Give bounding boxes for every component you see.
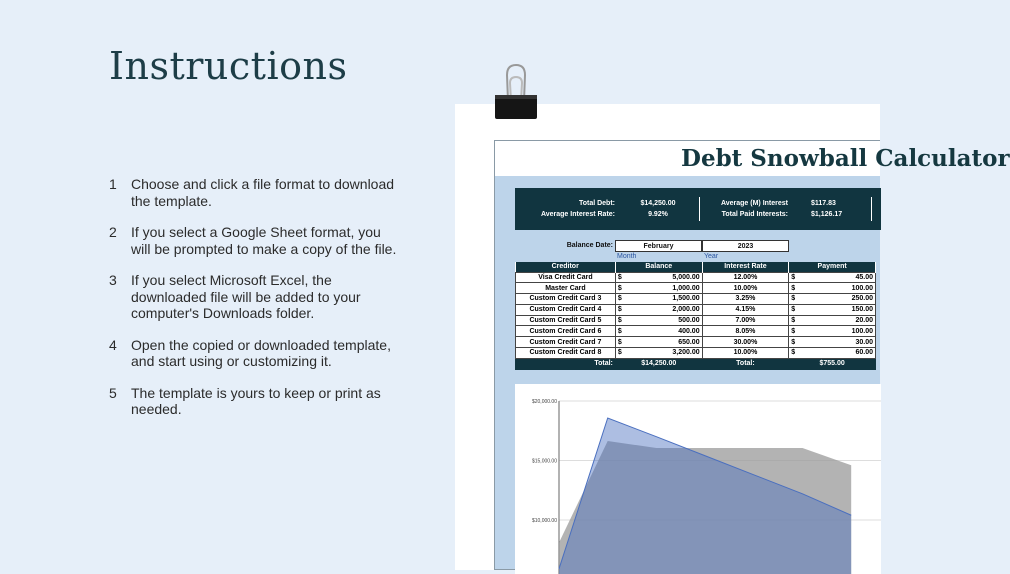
payment-value: 45.00 (855, 273, 873, 281)
balance-cell (615, 337, 702, 348)
col-creditor: Creditor (516, 262, 616, 272)
interest-rate-cell: 3.25% (702, 294, 789, 305)
step-text: Open the copied or downloaded template, and start using or customizing it. (131, 336, 391, 369)
currency-symbol: $ (791, 306, 796, 314)
sheet-title: Debt Snowball Calculator (495, 141, 880, 176)
total-paid-label: Total Paid Interests: (721, 211, 788, 218)
balance-value: 1,000.00 (672, 284, 700, 292)
balance-date-label: Balance Date: (566, 242, 613, 249)
balance-cell (615, 294, 702, 305)
payment-value: 250.00 (851, 295, 873, 303)
col-balance: Balance (615, 262, 702, 272)
payment-cell (789, 348, 876, 359)
currency-symbol: $ (617, 273, 622, 281)
table-row (516, 283, 876, 294)
currency-symbol: $ (791, 284, 796, 292)
balance-cell (615, 348, 702, 359)
currency-symbol: $ (617, 349, 622, 357)
spreadsheet-preview (494, 140, 1010, 570)
debt-table (515, 262, 876, 370)
interest-rate-cell: 7.00% (702, 315, 789, 326)
currency-symbol: $ (791, 349, 796, 357)
creditor-cell: Master Card (516, 283, 616, 294)
month-caption: Month (617, 253, 637, 260)
payment-cell (789, 304, 876, 315)
total-debt-value: $14,250.00 (640, 200, 676, 207)
balance-value: 400.00 (678, 327, 700, 335)
balance-value: 650.00 (678, 338, 700, 346)
creditor-cell: Custom Credit Card 8 (516, 348, 616, 359)
balance-cell (615, 283, 702, 294)
interest-rate-cell: 4.15% (702, 304, 789, 315)
payment-cell (789, 283, 876, 294)
total-debt-label: Total Debt: (578, 200, 615, 207)
currency-symbol: $ (617, 284, 622, 292)
currency-symbol: $ (617, 317, 622, 325)
step-number: 3 (109, 272, 117, 288)
total-balance: $14,250.00 (615, 358, 702, 369)
payment-cell (789, 326, 876, 337)
payment-value: 30.00 (855, 338, 873, 346)
currency-symbol: $ (791, 317, 796, 325)
summary-panel (515, 188, 881, 230)
balance-cell (615, 272, 702, 283)
binder-clip-icon (493, 63, 539, 123)
table-row (516, 294, 876, 305)
table-row (516, 348, 876, 359)
avg-m-interest-label: Average (M) Interest (720, 200, 788, 207)
creditor-cell: Custom Credit Card 7 (516, 337, 616, 348)
balance-chart (515, 384, 881, 574)
payment-cell (789, 315, 876, 326)
currency-symbol: $ (617, 338, 622, 346)
payment-value: 60.00 (855, 349, 873, 357)
interest-rate-cell: 10.00% (702, 283, 789, 294)
col-payment: Payment (789, 262, 876, 272)
table-row (516, 337, 876, 348)
y-tick-label: $10,000.00 (531, 518, 557, 524)
total-payment: $755.00 (789, 358, 876, 369)
creditor-cell: Custom Credit Card 6 (516, 326, 616, 337)
interest-rate-cell: 10.00% (702, 348, 789, 359)
avg-rate-label: Average Interest Rate: (540, 211, 615, 218)
instruction-step (109, 385, 399, 418)
step-number: 2 (109, 224, 117, 240)
step-number: 1 (109, 176, 117, 192)
month-field[interactable]: February (615, 240, 702, 252)
currency-symbol: $ (617, 295, 622, 303)
table-row (516, 304, 876, 315)
instruction-step (109, 272, 399, 322)
table-row (516, 272, 876, 283)
col-interest-rate: Interest Rate (702, 262, 789, 272)
balance-value: 5,000.00 (672, 273, 700, 281)
instruction-steps (109, 176, 399, 433)
currency-symbol: $ (791, 327, 796, 335)
step-text: If you select Microsoft Excel, the downloaded file will be added to your computer's Downloads folder. (131, 272, 361, 321)
total-paid-value: $1,126.17 (811, 211, 843, 218)
balance-value: 2,000.00 (672, 306, 700, 314)
interest-rate-cell: 8.05% (702, 326, 789, 337)
payment-value: 100.00 (851, 327, 873, 335)
currency-symbol: $ (791, 295, 796, 303)
instruction-step (109, 176, 399, 209)
payment-value: 20.00 (855, 317, 873, 325)
year-field[interactable]: 2023 (702, 240, 789, 252)
balance-value: 1,500.00 (672, 295, 700, 303)
payment-value: 150.00 (851, 306, 873, 314)
creditor-cell: Visa Credit Card (516, 272, 616, 283)
instructions-title: Instructions (109, 44, 348, 88)
currency-symbol: $ (617, 306, 622, 314)
creditor-cell: Custom Credit Card 3 (516, 294, 616, 305)
balance-value: 3,200.00 (672, 349, 700, 357)
totals-row (516, 358, 876, 369)
year-caption: Year (704, 253, 719, 260)
y-tick-label: $15,000.00 (531, 458, 557, 465)
payment-cell (789, 337, 876, 348)
step-text: Choose and click a file format to download the template. (131, 176, 395, 209)
step-text: If you select a Google Sheet format, you will be prompted to make a copy of the file. (131, 224, 397, 257)
avg-m-interest-value: $117.83 (811, 200, 836, 207)
step-number: 4 (109, 336, 117, 353)
currency-symbol: $ (791, 338, 796, 346)
balance-value: 500.00 (678, 317, 700, 325)
table-row (516, 326, 876, 337)
y-tick-label: $20,000.00 (531, 399, 557, 405)
payment-cell (789, 294, 876, 305)
currency-symbol: $ (791, 273, 796, 281)
payment-value: 100.00 (851, 284, 873, 292)
instruction-step (109, 224, 399, 257)
step-number: 5 (109, 384, 117, 401)
step-text: The template is yours to keep or print as needed. (131, 384, 381, 417)
creditor-cell: Custom Credit Card 4 (516, 304, 616, 315)
balance-cell (615, 304, 702, 315)
balance-cell (615, 326, 702, 337)
avg-rate-value: 9.92% (648, 211, 668, 218)
total-label: Total: (516, 358, 616, 369)
creditor-cell: Custom Credit Card 5 (516, 315, 616, 326)
interest-rate-cell: 12.00% (702, 272, 789, 283)
total-label-2: Total: (702, 358, 789, 369)
instruction-step (109, 337, 399, 370)
payment-cell (789, 272, 876, 283)
currency-symbol: $ (617, 327, 622, 335)
balance-cell (615, 315, 702, 326)
interest-rate-cell: 30.00% (702, 337, 789, 348)
table-row (516, 315, 876, 326)
